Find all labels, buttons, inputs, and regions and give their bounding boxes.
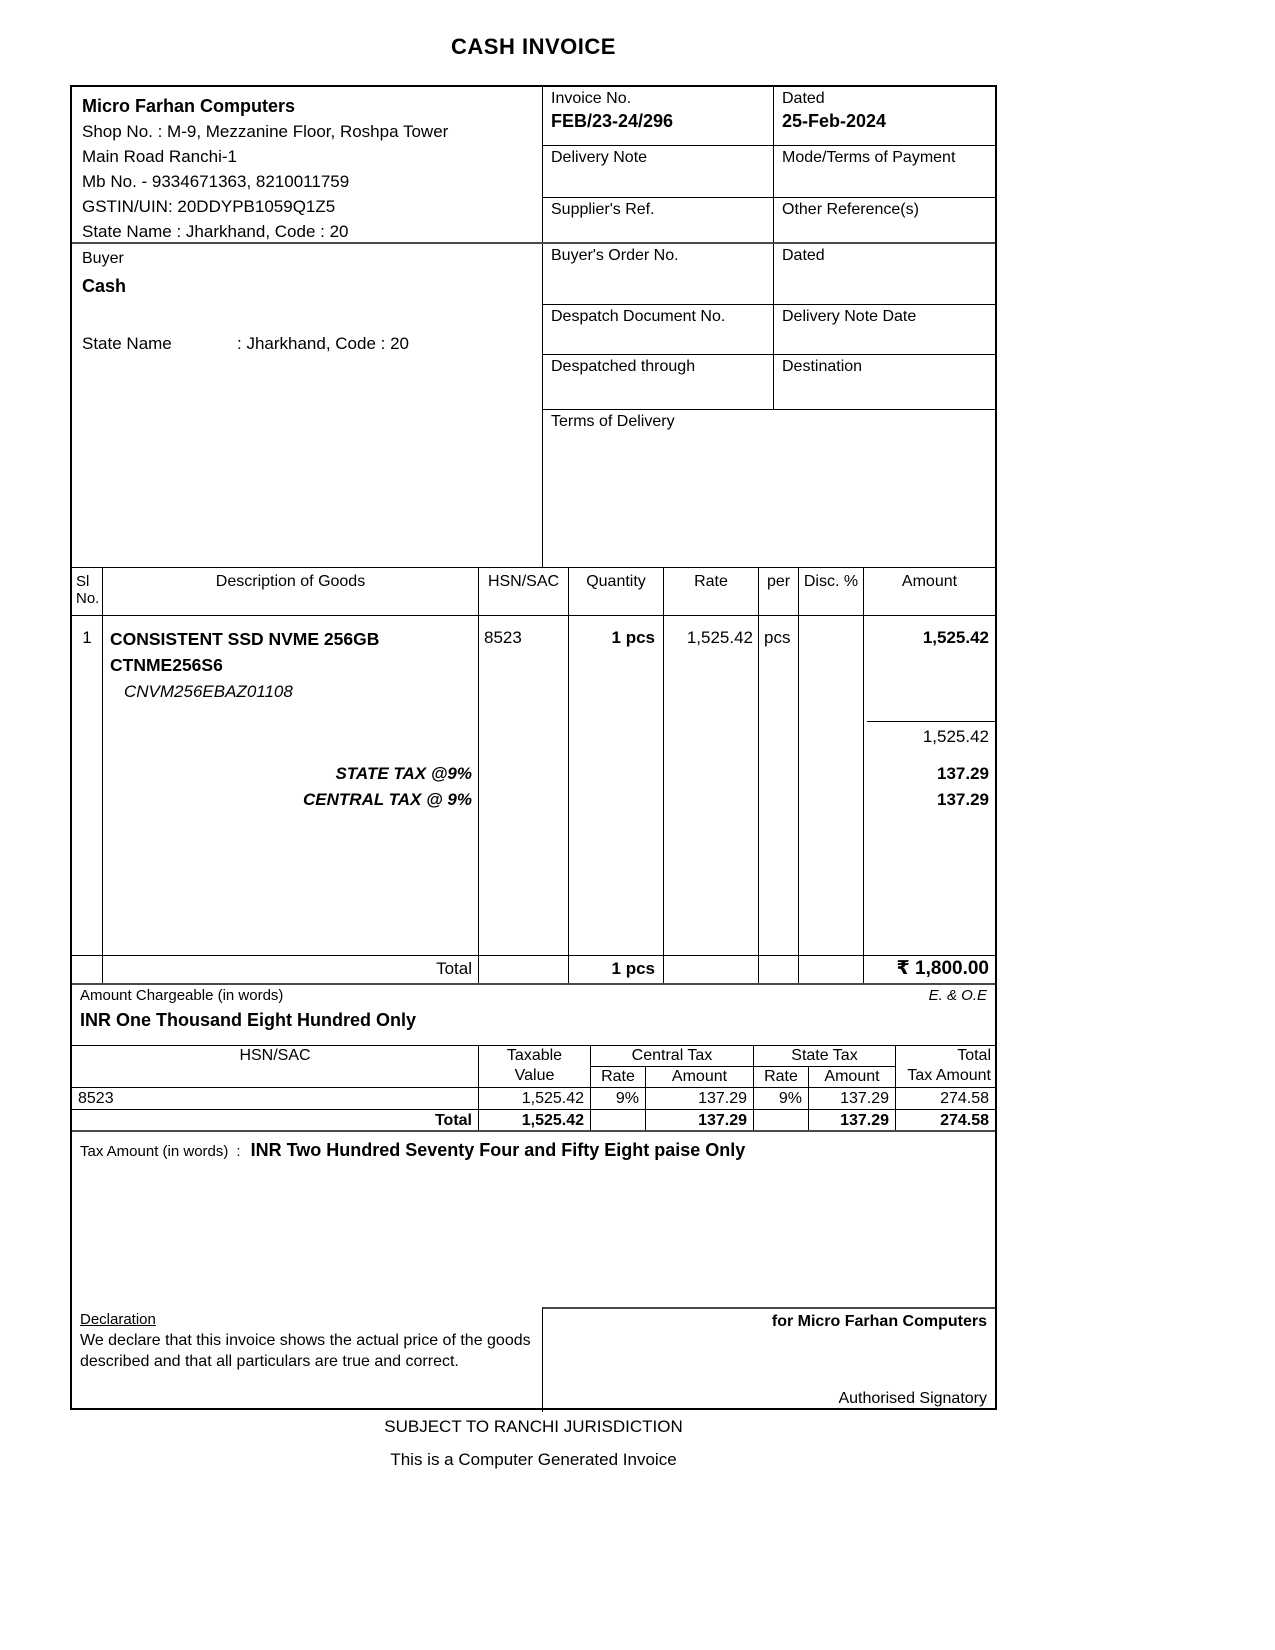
hsn-col-header: HSN/SAC [239, 1047, 311, 1064]
state-tax-header: State Tax [754, 1046, 895, 1067]
taxable-header-line2: Value [514, 1066, 555, 1084]
eoe-label: E. & O.E [928, 987, 987, 1004]
invoice-no-value: FEB/23-24/296 [551, 111, 674, 131]
tax-amount-in-words: INR Two Hundred Seventy Four and Fifty Eight paise Only [250, 1140, 746, 1160]
item-rate: 1,525.42 [686, 628, 753, 647]
item-subtotal: 1,525.42 [922, 727, 989, 746]
total-tax-header-line1: Total [957, 1047, 991, 1064]
col-header-quantity: Quantity [568, 568, 663, 615]
st-amount: 137.29 [808, 1088, 895, 1109]
hsn-data-row [72, 1087, 995, 1109]
amount-chargeable-label: Amount Chargeable (in words) [80, 987, 284, 1004]
seller-address-line2: Main Road Ranchi-1 [82, 147, 237, 166]
item-per: pcs [764, 628, 791, 647]
buyer-label: Buyer [82, 250, 124, 267]
hsn-total-row [72, 1109, 995, 1132]
mode-terms-cell [773, 146, 995, 197]
col-header-description: Description of Goods [102, 568, 478, 615]
jurisdiction-note: SUBJECT TO RANCHI JURISDICTION [384, 1417, 683, 1436]
invoice-no-cell [543, 87, 773, 145]
seller-state: State Name : Jharkhand, Code : 20 [82, 222, 349, 241]
declaration-section [72, 1307, 995, 1412]
hsn-total-taxable: 1,525.42 [478, 1110, 590, 1130]
delivery-note-cell [543, 146, 773, 197]
items-body [72, 615, 995, 955]
subtotal-rule [867, 721, 995, 722]
state-tax-header-group [753, 1046, 895, 1087]
invoice-meta-block [542, 87, 995, 242]
computer-generated-note: This is a Computer Generated Invoice [390, 1450, 677, 1469]
ct-amount: 137.29 [645, 1088, 753, 1109]
central-amount-header: Amount [671, 1068, 728, 1085]
seller-address-line1: Shop No. : M-9, Mezzanine Floor, Roshpa Tower [82, 122, 449, 141]
destination-cell [773, 355, 995, 409]
total-tax-header [895, 1046, 995, 1087]
col-header-disc: Disc. % [798, 568, 863, 615]
buyer-state-label: State Name [82, 334, 172, 353]
col-header-sl [72, 568, 102, 615]
hsn-value: 8523 [78, 1090, 114, 1107]
item-quantity: 1 pcs [611, 628, 655, 647]
buyer-state [82, 334, 532, 354]
delivery-note-date-cell [773, 305, 995, 354]
seller-name: Micro Farhan Computers [82, 96, 296, 116]
seller-gstin: GSTIN/UIN: 20DDYPB1059Q1Z5 [82, 197, 336, 216]
taxable-value: 1,525.42 [478, 1088, 590, 1109]
delivery-note-date-label: Delivery Note Date [782, 308, 917, 325]
central-tax-header: Central Tax [591, 1046, 753, 1067]
items-header-row [72, 567, 995, 615]
central-tax-label: CENTRAL TAX @ 9% [303, 790, 472, 809]
authorised-signatory-label: Authorised Signatory [838, 1390, 987, 1407]
despatched-through-cell [543, 355, 773, 409]
col-header-sl-line2: No. [76, 590, 100, 607]
signature-for-line: for Micro Farhan Computers [771, 1313, 987, 1330]
item-hsn: 8523 [484, 628, 522, 647]
mode-terms-label: Mode/Terms of Payment [782, 149, 956, 166]
delivery-note-label: Delivery Note [551, 149, 648, 166]
items-total-row [72, 955, 995, 985]
taxable-header-line1: Taxable [506, 1047, 563, 1064]
central-tax-amount: 137.29 [937, 790, 989, 809]
col-header-amount: Amount [863, 568, 995, 615]
total-tax-header-line2: Tax Amount [907, 1066, 991, 1084]
ct-rate: 9% [590, 1088, 645, 1109]
suppliers-ref-cell [543, 198, 773, 242]
buyers-order-cell [543, 244, 773, 304]
declaration-heading: Declaration [80, 1311, 156, 1328]
item-serial: CNVM256EBAZ01108 [124, 682, 293, 701]
total-tax-value: 274.58 [895, 1088, 995, 1109]
hsn-header-row [72, 1045, 995, 1087]
dated-label: Dated [782, 90, 825, 107]
item-name: CONSISTENT SSD NVME 256GB CTNME256S6 [110, 629, 380, 675]
invoice-document [70, 85, 997, 1410]
col-header-rate: Rate [663, 568, 758, 615]
amount-in-words: INR One Thousand Eight Hundred Only [80, 1010, 416, 1030]
terms-of-delivery-cell [543, 410, 995, 567]
terms-of-delivery-label: Terms of Delivery [551, 413, 675, 430]
order-dated-label: Dated [782, 247, 825, 264]
state-tax-label: STATE TAX @9% [335, 764, 472, 783]
buyers-order-label: Buyer's Order No. [551, 247, 679, 264]
hsn-total-st-amount: 137.29 [808, 1110, 895, 1130]
declaration-text: We declare that this invoice shows the actual price of the goods described and that all particulars are true and correct. [80, 1332, 531, 1370]
col-header-sl-line1: Sl [76, 573, 90, 590]
tax-words-label: Tax Amount (in words) [80, 1143, 229, 1160]
signature-block [542, 1307, 995, 1412]
declaration-block [72, 1307, 542, 1412]
central-tax-header-group [590, 1046, 753, 1087]
hsn-total-ct-amount: 137.29 [645, 1110, 753, 1130]
state-rate-header: Rate [754, 1067, 809, 1088]
order-meta-block [542, 244, 995, 567]
dated-value: 25-Feb-2024 [782, 111, 887, 131]
invoice-no-label: Invoice No. [551, 90, 632, 107]
taxable-value-header [478, 1046, 590, 1087]
order-dated-cell [773, 244, 995, 304]
state-tax-amount: 137.29 [937, 764, 989, 783]
hsn-total-label: Total [434, 1112, 472, 1129]
header-section [72, 87, 995, 242]
item-amount: 1,525.42 [922, 628, 989, 647]
item-sl: 1 [82, 628, 92, 647]
col-header-hsn: HSN/SAC [478, 568, 568, 615]
buyer-name: Cash [82, 276, 127, 296]
items-total-amount: ₹ 1,800.00 [863, 956, 995, 983]
page-title: CASH INVOICE [451, 34, 616, 59]
hsn-total-tax: 274.58 [895, 1110, 995, 1130]
amount-chargeable-section [72, 985, 995, 1045]
dated-cell [773, 87, 995, 145]
buyer-section [72, 242, 995, 567]
despatch-doc-label: Despatch Document No. [551, 308, 726, 325]
suppliers-ref-label: Supplier's Ref. [551, 201, 655, 218]
buyer-state-value: : Jharkhand, Code : 20 [237, 334, 410, 353]
seller-block [72, 87, 542, 242]
despatch-doc-cell [543, 305, 773, 354]
tax-words-section [72, 1132, 995, 1307]
destination-label: Destination [782, 358, 863, 375]
items-total-label: Total [102, 956, 478, 983]
despatched-through-label: Despatched through [551, 358, 696, 375]
other-ref-cell [773, 198, 995, 242]
other-ref-label: Other Reference(s) [782, 201, 919, 218]
state-amount-header: Amount [824, 1068, 880, 1085]
buyer-block [72, 244, 542, 567]
st-rate: 9% [753, 1088, 808, 1109]
seller-phone: Mb No. - 9334671363, 8210011759 [82, 172, 350, 191]
col-header-per: per [758, 568, 798, 615]
items-total-quantity: 1 pcs [568, 956, 663, 983]
tax-words-colon: : [236, 1143, 241, 1160]
central-rate-header: Rate [591, 1067, 646, 1088]
